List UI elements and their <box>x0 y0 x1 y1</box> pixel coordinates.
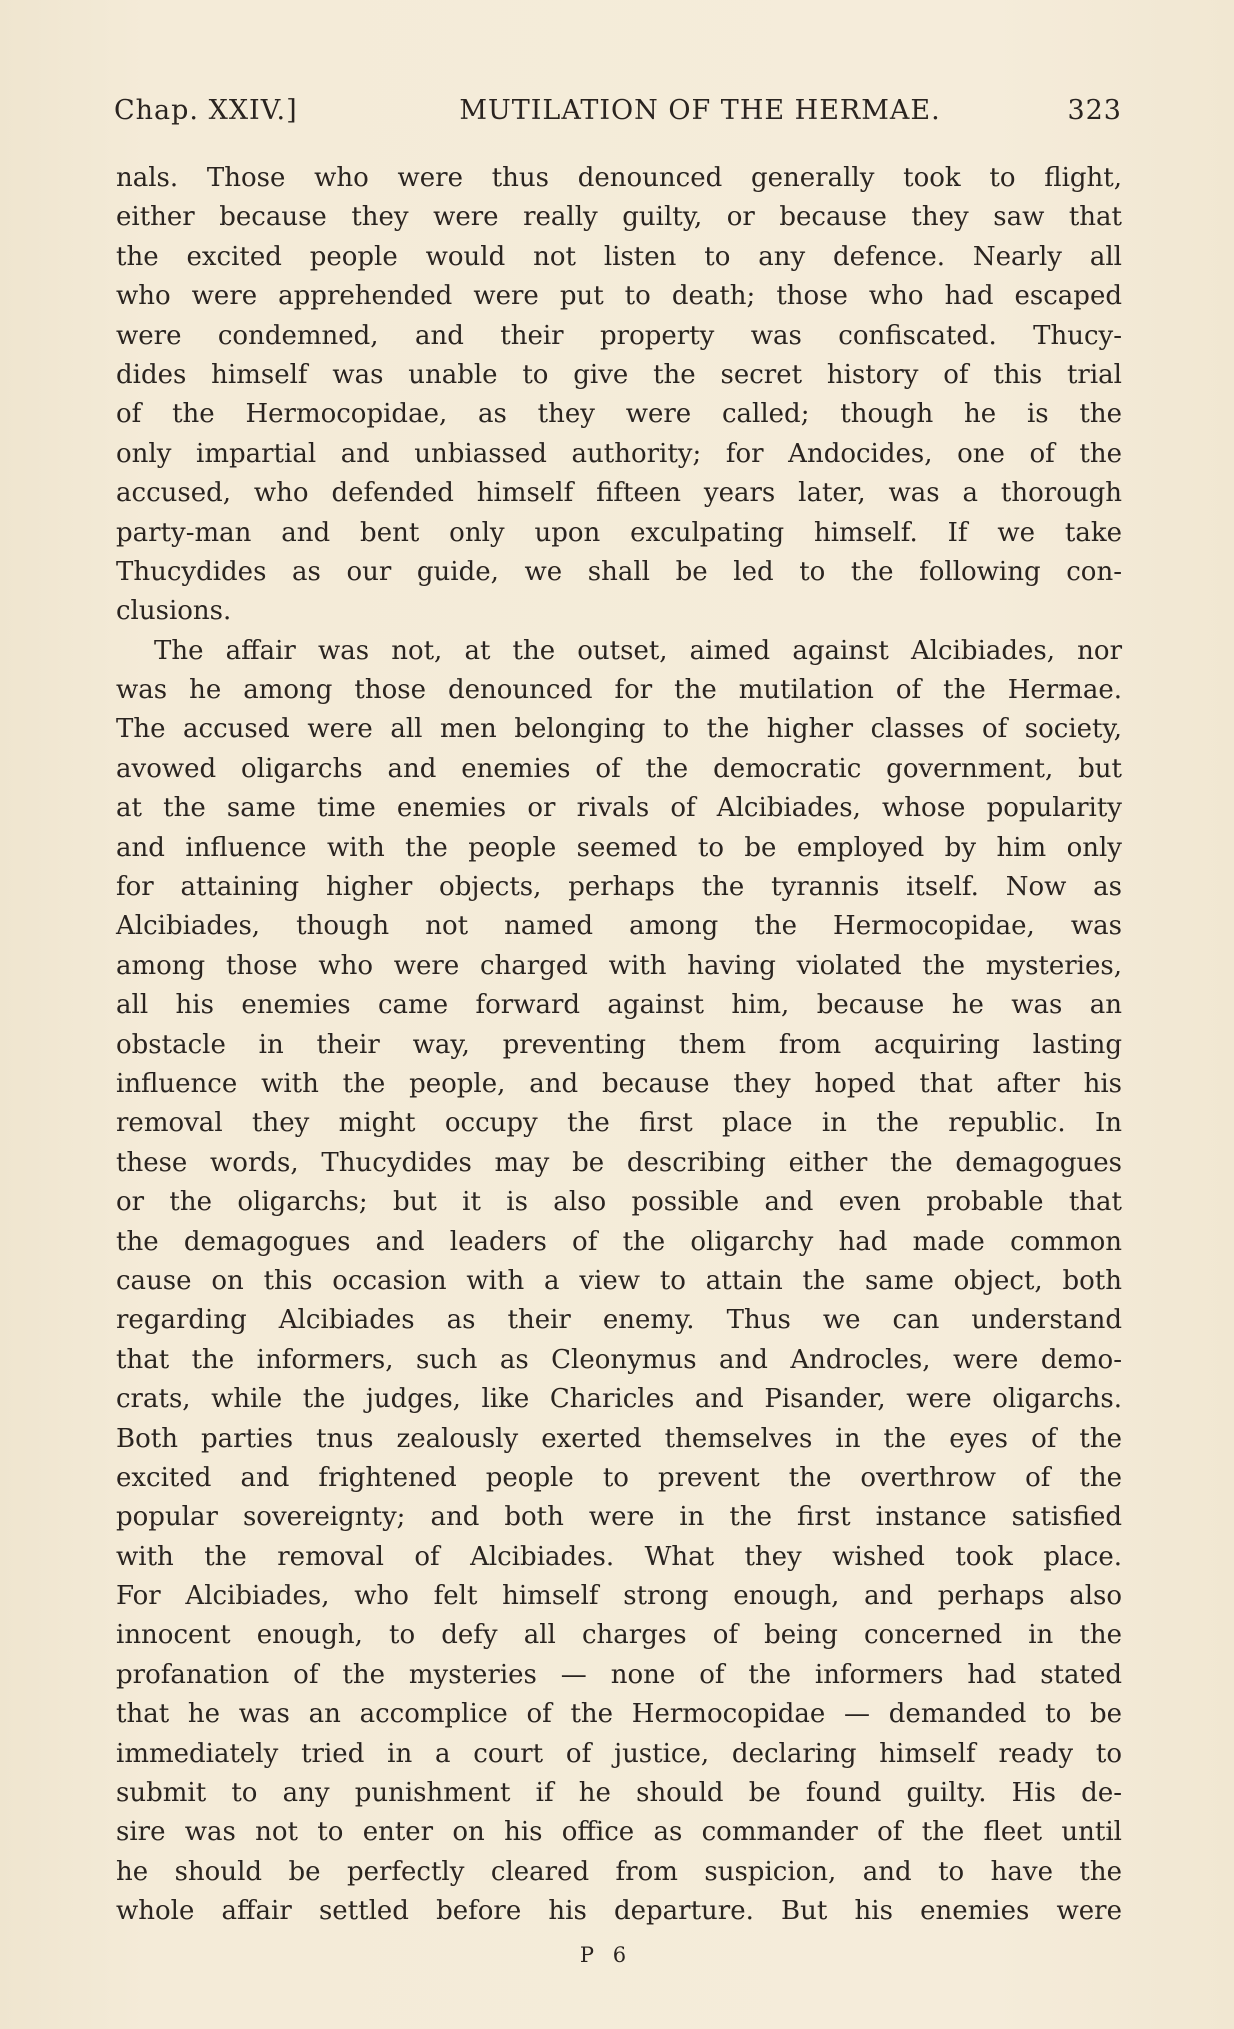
text-line: The accused were all men belonging to the higher classes of society, <box>116 714 1122 745</box>
text-line: clusions. <box>116 596 232 627</box>
text-line: Thucydides as our guide, we shall be led to the following con- <box>116 556 1122 587</box>
text-line: or the oligarchs; but it is also possible and even probable that <box>116 1187 1122 1218</box>
text-line: at the same time enemies or rivals of Alcibiades, whose popularity <box>116 793 1122 824</box>
text-line: who were apprehended were put to death; those who had escaped <box>116 281 1122 312</box>
running-title: MUTILATION OF THE HERMAE. <box>459 95 941 126</box>
text-line: among those who were charged with having violated the mysteries, <box>116 950 1122 981</box>
text-line: nals. Those who were thus denounced generally took to flight, <box>116 163 1122 193</box>
text-line: with the removal of Alcibiades. What they wished took place. <box>116 1541 1122 1572</box>
text-line: submit to any punishment if he should be found guilty. His de- <box>116 1778 1122 1809</box>
text-line: all his enemies came forward against him, because he was an <box>116 990 1122 1021</box>
text-line: he should be perfectly cleared from suspicion, and to have the <box>116 1856 1122 1887</box>
chapter-reference: Chap. XXIV.] <box>114 95 298 126</box>
text-line: regarding Alcibiades as their enemy. Thus we can understand <box>116 1305 1122 1336</box>
text-line: the excited people would not listen to any defence. Nearly all <box>116 241 1122 272</box>
text-line: popular sovereignty; and both were in the first instance satisfied <box>116 1502 1122 1533</box>
text-line: that he was an accomplice of the Hermocopidae — demanded to be <box>116 1699 1122 1730</box>
text-line: Both parties tnus zealously exerted themselves in the eyes of the <box>116 1423 1122 1454</box>
text-line: party-man and bent only upon exculpating himself. If we take <box>116 517 1122 548</box>
text-line: obstacle in their way, preventing them from acquiring lasting <box>116 1029 1122 1060</box>
text-line: dides himself was unable to give the secret history of this trial <box>116 359 1122 390</box>
text-line: these words, Thucydides may be describing either the demagogues <box>116 1147 1122 1178</box>
text-line: avowed oligarchs and enemies of the democratic government, but <box>116 753 1122 784</box>
text-line: either because they were really guilty, or because they saw that <box>116 202 1122 233</box>
text-line: of the Hermocopidae, as they were called; though he is the <box>116 399 1122 430</box>
text-line: the demagogues and leaders of the oligarchy had made common <box>116 1226 1122 1257</box>
text-line: For Alcibiades, who felt himself strong enough, and perhaps also <box>116 1581 1122 1612</box>
body-text <box>116 159 1122 1932</box>
printer-signature-mark: P 6 <box>579 1943 633 1967</box>
text-line: was he among those denounced for the mutilation of the Hermae. <box>116 675 1122 706</box>
text-line: cause on this occasion with a view to attain the same object, both <box>116 1265 1122 1296</box>
text-line: innocent enough, to defy all charges of being concerned in the <box>116 1620 1122 1651</box>
text-line: only impartial and unbiassed authority; for Andocides, one of the <box>116 438 1122 469</box>
text-line: crats, while the judges, like Charicles and Pisander, were oligarchs. <box>116 1384 1122 1415</box>
text-line: sire was not to enter on his office as commander of the fleet until <box>116 1817 1122 1848</box>
text-line: were condemned, and their property was confiscated. Thucy- <box>116 320 1122 351</box>
text-line: immediately tried in a court of justice, declaring himself ready to <box>116 1738 1122 1769</box>
text-line: Alcibiades, though not named among the Hermocopidae, was <box>116 911 1122 942</box>
text-line: profanation of the mysteries — none of the informers had stated <box>116 1659 1122 1690</box>
text-line: excited and frightened people to prevent the overthrow of the <box>116 1462 1122 1493</box>
text-line: and influence with the people seemed to be employed by him only <box>116 832 1122 863</box>
page-number: 323 <box>1067 95 1122 126</box>
text-line: removal they might occupy the first place in the republic. In <box>116 1108 1122 1139</box>
text-line: whole affair settled before his departure. But his enemies were <box>116 1896 1122 1927</box>
text-line: for attaining higher objects, perhaps the tyrannis itself. Now as <box>116 872 1122 903</box>
text-line: accused, who defended himself fifteen years later, was a thorough <box>116 478 1122 509</box>
text-line: influence with the people, and because they hoped that after his <box>116 1068 1122 1099</box>
running-header <box>114 95 1122 135</box>
text-line: The affair was not, at the outset, aimed against Alcibiades, nor <box>154 635 1122 666</box>
text-line: that the informers, such as Cleonymus and Androcles, were demo- <box>116 1344 1122 1375</box>
